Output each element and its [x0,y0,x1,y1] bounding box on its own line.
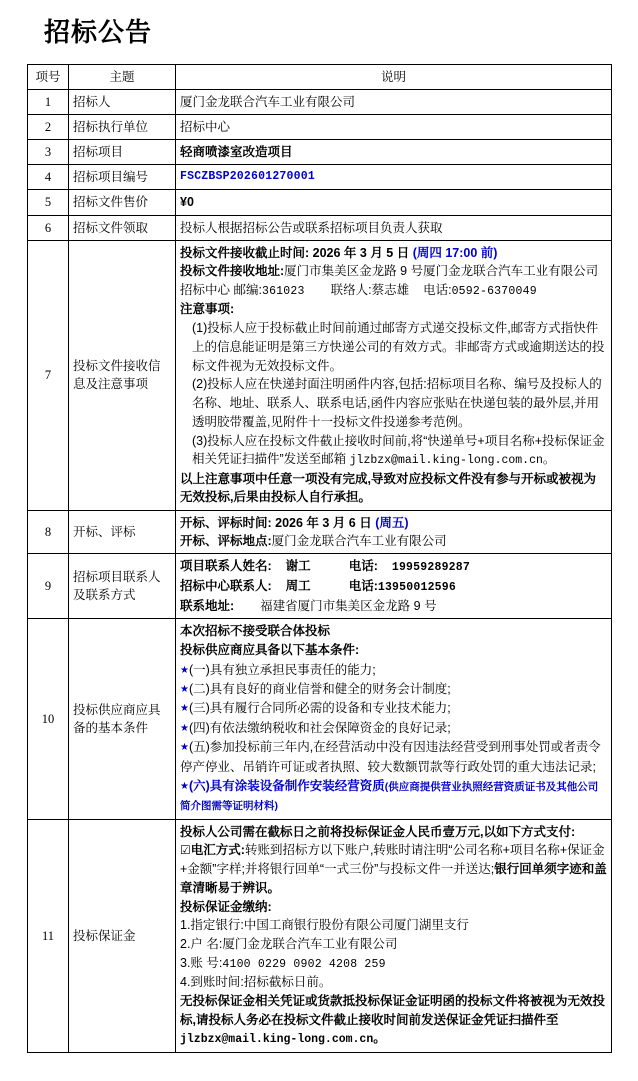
bid-address-value: 厦门市集美区金龙路 9 号厦门金龙联合汽车工业有限公司招标中心 [180,264,599,298]
center-contact-label: 招标中心联系人: [180,579,272,594]
row-description [176,89,612,114]
qualification-item [180,738,607,777]
row-number: 9 [28,554,69,618]
note-item-3 [180,432,607,470]
row-topic: 开标、评标 [69,511,176,554]
star-bullet-icon: ★ [180,664,189,676]
row-topic: 招标项目联系人及联系方式 [69,554,176,618]
bank-label: 1.指定银行: [180,918,244,933]
note-3-text-a: (3)投标人应在投标文件截止接收时间前,将“快递单号+项目名称+投标保证金相关凭证扫描件”发送至邮箱 [192,433,605,467]
row-topic: 招标项目编号 [69,165,176,190]
document-price: ¥0 [180,195,194,210]
project-contact-name: 谢工 [285,559,311,574]
row-topic: 招标项目 [69,140,176,165]
payment-method-bold-note: 银行回单须字迹和盖章清晰易于辨识。 [180,862,607,895]
contact-address-value: 福建省厦门市集美区金龙路 9 号 [260,598,437,613]
account-name-label: 2.户 名: [180,937,223,952]
row-topic: 招标文件领取 [69,215,176,240]
qualification-item [180,699,607,718]
deposit-intro-text: 投标人公司需在截标日之前将投标保证金人民币壹万元,以如下方式支付: [180,824,576,839]
row-number: 6 [28,215,69,240]
row-topic: 投标保证金 [69,819,176,1052]
row-description [176,618,612,819]
qualification-item-text: (二)具有良好的商业信誉和健全的财务会计制度; [188,682,451,697]
bid-deadline-label: 投标文件接收截止时间: [180,245,310,260]
contact-address-label: 联系地址: [180,598,235,613]
bid-deadline-note: (周四 17:00 前) [412,245,498,260]
qualification-item-text: (三)具有履行合同所必需的设备和专业技术能力; [188,701,451,716]
row-number: 4 [28,165,69,190]
row-number: 11 [28,819,69,1052]
account-name-value: 厦门金龙联合汽车工业有限公司 [222,937,398,952]
row-number: 2 [28,115,69,140]
row-description [176,165,612,190]
row-description [176,115,612,140]
row-description [176,240,612,511]
bank-line [180,916,607,935]
table-header-row [28,64,612,89]
qualification-item [180,680,607,699]
project-name: 轻商喷漆室改造项目 [180,145,293,160]
deposit-warning-end: 。 [373,1031,386,1046]
deposit-warning-email: jlzbzx@mail.king-long.com.cn [180,1033,374,1047]
row-topic: 招标文件售价 [69,190,176,215]
table-row [28,618,612,819]
arrival-time-label: 4.到账时间: [180,975,244,990]
note-item-2: (2)投标人应在快递封面注明函件内容,包括:招标项目名称、编号及投标人的名称、地址、联系人、联系电话,函件内容应张贴在快递包装的最外层,并用透明胶带覆盖,见附件十一投标文件投递参考范例。 [192,377,602,429]
qualification-subhead: 投标供应商应具备以下基本条件: [180,643,360,658]
table-row [28,165,612,190]
opening-place-label: 开标、评标地点: [180,534,272,549]
row-description [176,819,612,1052]
account-no-label: 3.账 号: [180,955,223,970]
payment-method-line [180,841,607,897]
row-description [176,215,612,240]
deposit-warning-text: 无投标保证金相关凭证或货款抵投标保证金证明函的投标文件将被视为无效投标,请投标人务必在投标文件截止接收时间前发送保证金凭证扫描件至 [180,993,606,1027]
row-number: 5 [28,190,69,215]
payment-method-text: 转账到招标方以下账户,转账时请注明“公司名称+项目名称+保证金+金额”字样;并将银行回单“一式三份”与投标文件一并送达; [180,843,605,877]
executing-unit: 招标中心 [180,120,231,135]
bid-address-line [180,262,607,300]
column-header-no: 项号 [28,64,69,89]
postcode-value: 361023 [261,285,305,299]
account-name-line [180,935,607,954]
deposit-intro [180,823,607,842]
bank-value: 中国工商银行股份有限公司厦门湖里支行 [243,918,469,933]
star-bullet-icon: ★ [180,684,189,696]
qualification-item-six [180,777,607,816]
table-row [28,240,612,511]
contact-value: 蔡志雄 [371,283,410,298]
bid-deadline-date: 2026 年 3 月 5 日 [312,245,410,260]
row-description [176,140,612,165]
table-row [28,215,612,240]
center-phone-value: 13950012596 [377,581,456,595]
star-bullet-icon: ★ [180,722,189,734]
qualification-item-six-text: (六)具有涂装设备制作安装经营资质 [188,778,385,793]
opening-place-value: 厦门金龙联合汽车工业有限公司 [271,534,447,549]
arrival-time-line [180,973,607,992]
table-row [28,554,612,618]
tender-table [27,64,612,1053]
center-contact-name: 周工 [285,579,311,594]
row-number: 8 [28,511,69,554]
row-topic: 招标人 [69,89,176,114]
project-contact-label: 项目联系人姓名: [180,559,272,574]
column-header-topic: 主题 [69,64,176,89]
qualification-item-six-note: (供应商提供营业执照经营资质证书及其他公司简介图需等证明材料) [180,780,599,813]
center-contact-line [180,577,607,597]
bid-address-label: 投标文件接收地址: [180,264,285,279]
phone-label: 电话: [423,283,452,298]
table-row [28,89,612,114]
opening-time-label: 开标、评标时间: [180,516,272,531]
star-bullet-icon: ★ [180,703,189,715]
row-description [176,554,612,618]
postcode-label: 邮编: [233,283,262,298]
project-phone-label: 电话: [348,559,378,574]
contact-label: 联络人: [330,283,372,298]
tenderer-name: 厦门金龙联合汽车工业有限公司 [180,94,356,109]
checkbox-checked-icon: ☑ [180,843,191,858]
row-topic: 投标文件接收信息及注意事项 [69,240,176,511]
table-row [28,140,612,165]
deposit-pay-title: 投标保证金缴纳: [180,899,272,914]
star-bullet-icon: ★ [180,780,189,792]
project-phone-value: 19959289287 [391,561,470,575]
project-number: FSCZBSP202601270001 [180,170,315,184]
row-number: 10 [28,618,69,819]
row-topic: 招标执行单位 [69,115,176,140]
payment-method-label: 电汇方式: [190,843,245,858]
phone-value: 0592-6370049 [451,285,537,299]
qualification-item-text: (五)参加投标前三年内,在经营活动中没有因违法经营受到刑事处罚或者责令停产停业、吊销许可证或者执照、较大数额罚款等行政处罚的重大违法记录; [180,740,601,774]
row-number: 7 [28,240,69,511]
qualification-item-text: (四)有依法缴纳税收和社会保障资金的良好记录; [188,720,451,735]
table-row [28,819,612,1052]
bid-deadline-line [180,244,607,263]
column-header-desc: 说明 [176,64,612,89]
table-row [28,115,612,140]
qualification-item [180,719,607,738]
note-item-1: (1)投标人应于投标截止时间前通过邮寄方式递交投标文件,邮寄方式指快件上的信息能证明是第三方快递公司的有效方式。非邮寄方式或逾期送达的投标文件视为无效投标文件。 [192,321,605,373]
table-row [28,190,612,215]
center-phone-label: 电话: [348,579,378,594]
row-description [176,190,612,215]
qualification-item [180,661,607,680]
star-bullet-icon: ★ [180,742,189,754]
opening-time-note: (周五) [375,516,409,531]
no-consortium-notice: 本次招标不接受联合体投标 [180,623,331,638]
table-row [28,511,612,554]
row-number: 3 [28,140,69,165]
account-no-line [180,954,607,973]
page-title: 招标公告 [44,18,153,47]
document-acquisition: 投标人根据招标公告或联系招标项目负责人获取 [180,220,443,235]
opening-place-line [180,532,607,550]
project-contact-line [180,557,607,577]
qualification-item-text: (一)具有独立承担民事责任的能力; [188,662,376,677]
row-topic: 投标供应商应具备的基本条件 [69,618,176,819]
deposit-warning [180,992,607,1049]
note-3-text-b: 。 [542,452,556,467]
contact-address-line [180,597,607,615]
opening-time-value: 2026 年 3 月 6 日 [275,516,372,531]
row-number: 1 [28,89,69,114]
account-no-value: 4100 0229 0902 4208 259 [222,957,386,971]
opening-time-line [180,514,607,532]
notes-title: 注意事项: [180,302,235,317]
notes-warning: 以上注意事项中任意一项没有完成,导致对应投标文件没有参与开标或被视为无效投标,后果由投标人自行承担。 [180,471,596,505]
row-description [176,511,612,554]
note-3-email: jlzbzx@mail.king-long.com.cn [349,454,543,468]
arrival-time-value: 招标截标日前。 [243,975,332,990]
